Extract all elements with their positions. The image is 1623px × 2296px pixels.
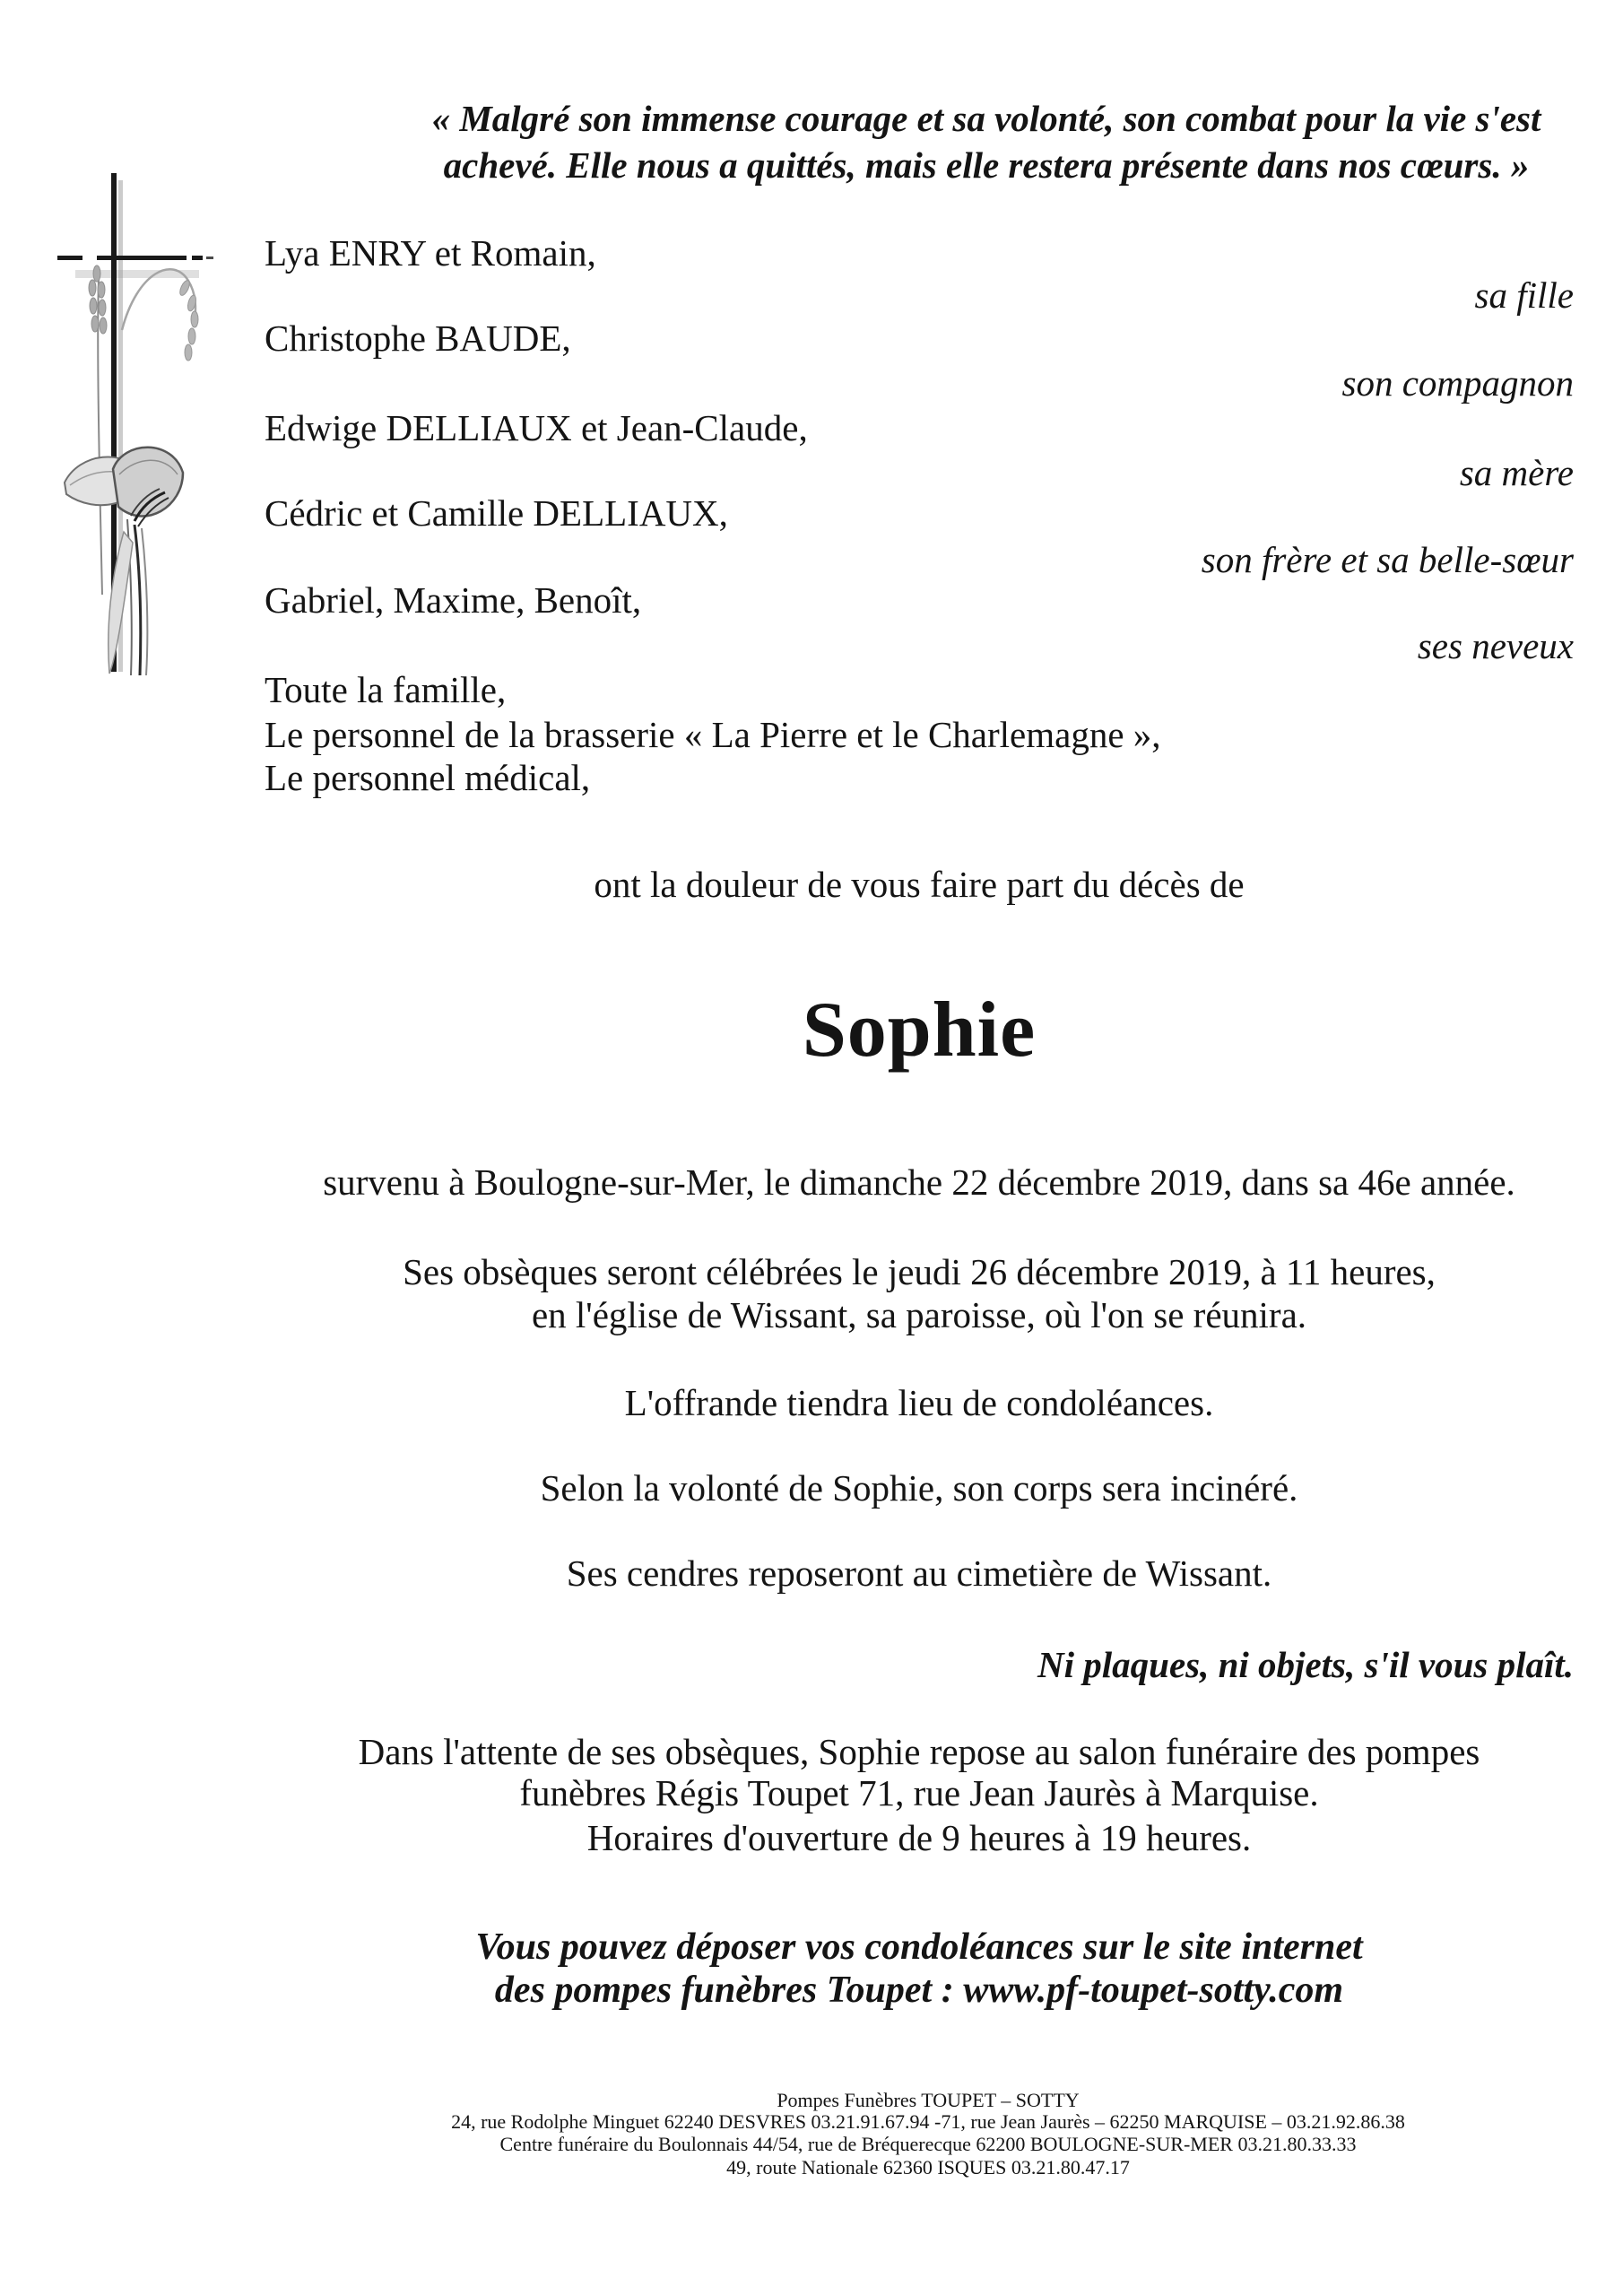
mourner-name: Gabriel, Maxime, Benoît,: [265, 579, 642, 621]
mourner-name: Cédric et Camille DELLIAUX,: [265, 492, 728, 534]
mourner-name: Lya ENRY et Romain,: [265, 232, 596, 274]
repose-line-1: Dans l'attente de ses obsèques, Sophie repose au salon funéraire des pompes: [358, 1731, 1480, 1772]
mourner-relation: sa fille: [1474, 274, 1574, 316]
opening-quote-line-1: « Malgré son immense courage et sa volonté, son combat pour la vie s'est: [431, 98, 1541, 139]
mourner-name: Edwige DELLIAUX et Jean-Claude,: [265, 407, 808, 448]
mourner-relation: son frère et sa belle-sœur: [1201, 539, 1574, 580]
mourner-name: Le personnel de la brasserie « La Pierre et le Charlemagne »,: [265, 714, 1161, 755]
no-plaques-request: Ni plaques, ni objets, s'il vous plaît.: [1037, 1644, 1574, 1685]
mourner-name: Le personnel médical,: [265, 757, 591, 798]
opening-quote-line-2: achevé. Elle nous a quittés, mais elle restera présente dans nos cœurs. »: [443, 144, 1530, 186]
mourner-name: Toute la famille,: [265, 669, 507, 710]
funeral-home-name: Pompes Funèbres TOUPET – SOTTY: [777, 2089, 1080, 2111]
funeral-details-line-2: en l'église de Wissant, sa paroisse, où l'on se réunira.: [531, 1294, 1307, 1335]
mourner-relation: sa mère: [1459, 452, 1574, 493]
cross-lilies-icon: [52, 173, 215, 675]
death-details: survenu à Boulogne-sur-Mer, le dimanche 22 décembre 2019, dans sa 46e année.: [323, 1161, 1515, 1203]
offering-note: L'offrande tiendra lieu de condoléances.: [624, 1382, 1214, 1423]
cross-and-lilies-illustration: [52, 173, 215, 675]
mourner-name: Christophe BAUDE,: [265, 317, 571, 359]
deceased-name: Sophie: [802, 987, 1037, 1074]
ashes-note: Ses cendres reposeront au cimetière de Wissant.: [566, 1552, 1272, 1594]
mourner-relation: son compagnon: [1341, 362, 1574, 404]
repose-line-2: funèbres Régis Toupet 71, rue Jean Jaurès à Marquise.: [519, 1772, 1319, 1813]
funeral-details-line-1: Ses obsèques seront célébrées le jeudi 26 décembre 2019, à 11 heures,: [403, 1251, 1436, 1292]
funeral-home-address-1: 24, rue Rodolphe Minguet 62240 DESVRES 03.21.91.67.94 -71, rue Jean Jaurès – 62250 MARQUISE – 03.21.92.86.38: [451, 2110, 1405, 2133]
announcement-intro: ont la douleur de vous faire part du décès de: [594, 864, 1245, 905]
mourner-relation: ses neveux: [1417, 625, 1574, 666]
repose-line-3: Horaires d'ouverture de 9 heures à 19 heures.: [586, 1817, 1252, 1858]
online-condolences-line-1: Vous pouvez déposer vos condoléances sur le site internet: [475, 1926, 1363, 1968]
funeral-home-address-3: 49, route Nationale 62360 ISQUES 03.21.80.47.17: [726, 2156, 1130, 2179]
funeral-home-address-2: Centre funéraire du Boulonnais 44/54, rue de Bréquerecque 62200 BOULOGNE-SUR-MER 03.21.80.33.33: [499, 2133, 1357, 2155]
cremation-note: Selon la volonté de Sophie, son corps sera incinéré.: [540, 1467, 1298, 1509]
online-condolences-line-2: des pompes funèbres Toupet : www.pf-toupet-sotty.com: [494, 1970, 1344, 2011]
